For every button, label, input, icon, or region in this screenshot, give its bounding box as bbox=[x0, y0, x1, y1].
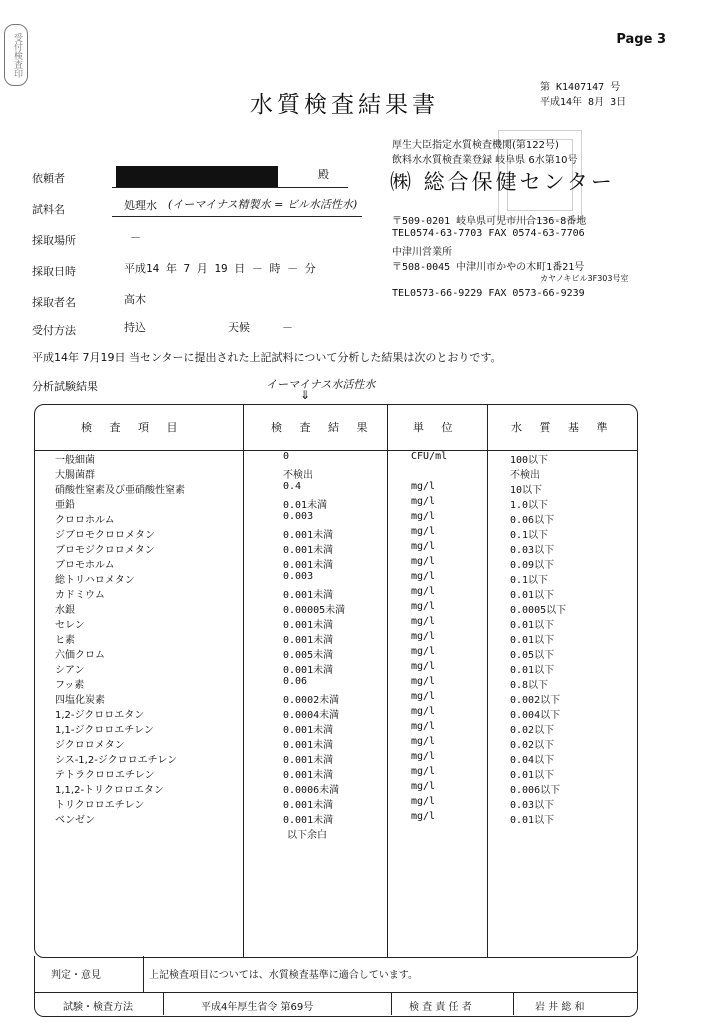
unit-value: mg/l bbox=[411, 706, 436, 717]
table-row bbox=[35, 751, 637, 766]
result-value: 0.001未満 bbox=[283, 755, 334, 766]
item-name: ベンゼン bbox=[55, 815, 95, 826]
table-row bbox=[35, 766, 637, 781]
unit-value: mg/l bbox=[411, 691, 436, 702]
issuer-address2b: カヤノキビル3F303号室 bbox=[540, 274, 629, 283]
table-row bbox=[35, 451, 637, 466]
standard-value: 0.09以下 bbox=[510, 560, 555, 571]
unit-value: mg/l bbox=[411, 766, 436, 777]
item-name: トリクロロエチレン bbox=[55, 800, 145, 811]
item-name: ヒ素 bbox=[55, 635, 75, 646]
result-value: 0.005未満 bbox=[283, 650, 334, 661]
document-number: 第 K1407147 号 bbox=[540, 82, 621, 93]
unit-value: mg/l bbox=[411, 541, 436, 552]
item-name: ジブロモクロロメタン bbox=[55, 530, 155, 541]
redacted-client-name bbox=[116, 166, 278, 188]
item-name: ブロモホルム bbox=[55, 560, 115, 571]
method-value: 平成4年厚生省令 第69号 bbox=[201, 1002, 314, 1013]
manager-label: 検 査 責 任 者 bbox=[409, 1002, 472, 1013]
result-value: 0 bbox=[283, 451, 290, 462]
table-row bbox=[35, 586, 637, 601]
item-name: 一般細菌 bbox=[55, 455, 95, 466]
manager-name: 岩 井 総 和 bbox=[535, 1002, 585, 1013]
item-name: 亜鉛 bbox=[55, 500, 75, 511]
unit-value: mg/l bbox=[411, 481, 436, 492]
unit-value: mg/l bbox=[411, 571, 436, 582]
table-closing-note: 以下余白 bbox=[287, 830, 327, 841]
result-value: 0.001未満 bbox=[283, 725, 334, 736]
table-row bbox=[35, 511, 637, 526]
page-label: Page 3 bbox=[616, 32, 666, 47]
table-row bbox=[35, 556, 637, 571]
standard-value: 0.06以下 bbox=[510, 515, 555, 526]
table-row bbox=[35, 706, 637, 721]
method-label: 試験・検査方法 bbox=[63, 1002, 133, 1013]
unit-value: CFU/ml bbox=[411, 451, 448, 462]
table-row bbox=[35, 646, 637, 661]
table-row bbox=[35, 691, 637, 706]
standard-value: 0.01以下 bbox=[510, 665, 555, 676]
standard-value: 0.01以下 bbox=[510, 635, 555, 646]
unit-value: mg/l bbox=[411, 526, 436, 537]
item-name: 硝酸性窒素及び亜硝酸性窒素 bbox=[55, 485, 185, 496]
unit-value: mg/l bbox=[411, 676, 436, 687]
standard-value: 0.02以下 bbox=[510, 725, 555, 736]
unit-value: mg/l bbox=[411, 721, 436, 732]
standard-value: 0.002以下 bbox=[510, 695, 561, 706]
sample-handwritten-note: (イーマイナス精製水 = ビル水活性水) bbox=[168, 198, 358, 211]
header-result: 検 査 結 果 bbox=[271, 421, 375, 434]
company-name: ㈱ 総合保健センター bbox=[390, 170, 615, 194]
datetime-value: 平成14 年 7 月 19 日 － 時 － 分 bbox=[124, 262, 316, 275]
sample-underline bbox=[112, 216, 362, 217]
result-value: 0.001未満 bbox=[283, 635, 334, 646]
item-name: 総トリハロメタン bbox=[55, 575, 135, 586]
issuer-branch: 中津川営業所 bbox=[392, 247, 452, 258]
result-value: 0.001未満 bbox=[283, 770, 334, 781]
item-name: シス-1,2-ジクロロエチレン bbox=[55, 755, 178, 766]
footer-divider-1 bbox=[163, 993, 164, 1015]
result-value: 0.0004未満 bbox=[283, 710, 340, 721]
table-row bbox=[35, 661, 637, 676]
issuer-address2: 〒508-0045 中津川市かやの木町1番21号 bbox=[392, 262, 585, 273]
collector-label: 採取者名 bbox=[32, 296, 76, 309]
issuer-line2: 飲料水水質検査業登録 岐阜県 6水第10号 bbox=[392, 155, 578, 166]
item-name: カドミウム bbox=[55, 590, 105, 601]
header-standard: 水 質 基 準 bbox=[511, 421, 615, 434]
unit-value: mg/l bbox=[411, 811, 436, 822]
place-value: － bbox=[130, 231, 141, 244]
unit-value: mg/l bbox=[411, 661, 436, 672]
result-value: 0.4 bbox=[283, 481, 302, 492]
standard-value: 0.0005以下 bbox=[510, 605, 567, 616]
standard-value: 0.8以下 bbox=[510, 680, 549, 691]
receipt-label: 受付方法 bbox=[32, 324, 76, 337]
item-name: 大腸菌群 bbox=[55, 470, 95, 481]
unit-value: mg/l bbox=[411, 601, 436, 612]
handwritten-arrow: ⇓ bbox=[300, 388, 311, 402]
standard-value: 1.0以下 bbox=[510, 500, 549, 511]
result-value: 0.001未満 bbox=[283, 560, 334, 571]
item-name: テトラクロロエチレン bbox=[55, 770, 155, 781]
standard-value: 0.1以下 bbox=[510, 575, 549, 586]
standard-value: 100以下 bbox=[510, 455, 549, 466]
result-value: 0.001未満 bbox=[283, 530, 334, 541]
collector-value: 高木 bbox=[124, 293, 146, 306]
result-value: 0.001未満 bbox=[283, 590, 334, 601]
footer-divider-3 bbox=[513, 993, 514, 1015]
unit-value: mg/l bbox=[411, 646, 436, 657]
result-value: 0.001未満 bbox=[283, 740, 334, 751]
result-value: 0.0002未満 bbox=[283, 695, 340, 706]
table-row bbox=[35, 496, 637, 511]
table-row bbox=[35, 631, 637, 646]
judgement-label: 判定・意見 bbox=[51, 970, 101, 981]
result-value: 0.001未満 bbox=[283, 815, 334, 826]
results-label: 分析試験結果 bbox=[32, 380, 98, 393]
standard-value: 0.006以下 bbox=[510, 785, 561, 796]
standard-value: 不検出 bbox=[510, 470, 540, 481]
item-name: フッ素 bbox=[55, 680, 85, 691]
client-suffix: 殿 bbox=[318, 168, 329, 181]
receipt-value: 持込 bbox=[124, 321, 146, 334]
weather-label: 天候 bbox=[228, 321, 250, 334]
item-name: 1,1,2-トリクロロエタン bbox=[55, 785, 164, 796]
table-row bbox=[35, 616, 637, 631]
result-value: 0.06 bbox=[283, 676, 308, 687]
unit-value: mg/l bbox=[411, 631, 436, 642]
item-name: 六価クロム bbox=[55, 650, 105, 661]
table-row bbox=[35, 796, 637, 811]
issuer-line1: 厚生大臣指定水質検査機関(第122号) bbox=[392, 140, 559, 151]
handwritten-note: イーマイナス水活性水 bbox=[266, 378, 376, 391]
standard-value: 0.01以下 bbox=[510, 590, 555, 601]
standard-value: 0.04以下 bbox=[510, 755, 555, 766]
standard-value: 0.01以下 bbox=[510, 620, 555, 631]
document-date: 平成14年 8月 3日 bbox=[540, 97, 627, 108]
judgement-and-footer bbox=[34, 956, 638, 1017]
table-row bbox=[35, 676, 637, 691]
table-row bbox=[35, 526, 637, 541]
unit-value: mg/l bbox=[411, 496, 436, 507]
client-underline bbox=[112, 187, 348, 188]
standard-value: 10以下 bbox=[510, 485, 543, 496]
header-unit: 単 位 bbox=[413, 421, 460, 434]
standard-value: 0.05以下 bbox=[510, 650, 555, 661]
judgement-text: 上記検査項目については、水質検査基準に適合しています。 bbox=[149, 970, 418, 981]
result-value: 0.001未満 bbox=[283, 800, 334, 811]
standard-value: 0.03以下 bbox=[510, 800, 555, 811]
unit-value: mg/l bbox=[411, 736, 436, 747]
item-name: ブロモジクロロメタン bbox=[55, 545, 155, 556]
table-row bbox=[35, 811, 637, 826]
unit-value: mg/l bbox=[411, 751, 436, 762]
table-row bbox=[35, 571, 637, 586]
results-table bbox=[34, 404, 638, 958]
table-row bbox=[35, 736, 637, 751]
weather-value: － bbox=[282, 321, 293, 334]
judgement-divider bbox=[143, 956, 144, 992]
unit-value: mg/l bbox=[411, 781, 436, 792]
unit-value: mg/l bbox=[411, 616, 436, 627]
place-label: 採取場所 bbox=[32, 234, 76, 247]
issuer-tel1: TEL0574-63-7703 FAX 0574-63-7706 bbox=[392, 228, 585, 239]
result-value: 0.001未満 bbox=[283, 545, 334, 556]
item-name: セレン bbox=[55, 620, 85, 631]
footer-divider-2 bbox=[391, 993, 392, 1015]
header-item: 検 査 項 目 bbox=[81, 421, 185, 434]
unit-value: mg/l bbox=[411, 586, 436, 597]
sample-value: 処理水 bbox=[124, 199, 157, 212]
standard-value: 0.1以下 bbox=[510, 530, 549, 541]
table-row bbox=[35, 481, 637, 496]
result-value: 0.0006未満 bbox=[283, 785, 340, 796]
result-value: 不検出 bbox=[283, 470, 313, 481]
sample-label: 試料名 bbox=[32, 203, 65, 216]
item-name: 四塩化炭素 bbox=[55, 695, 105, 706]
result-value: 0.01未満 bbox=[283, 500, 328, 511]
result-statement: 平成14年 7月19日 当センターに提出された上記試料について分析した結果は次のとおりです。 bbox=[32, 351, 502, 364]
issuer-address1: 〒509-0201 岐阜県可児市川合136-8番地 bbox=[392, 216, 587, 227]
table-row bbox=[35, 601, 637, 616]
table-row bbox=[35, 721, 637, 736]
item-name: 1,1-ジクロロエチレン bbox=[55, 725, 154, 736]
item-name: 1,2-ジクロロエタン bbox=[55, 710, 145, 721]
footer-divider bbox=[35, 992, 637, 993]
document-title: 水質検査結果書 bbox=[250, 92, 439, 118]
standard-value: 0.03以下 bbox=[510, 545, 555, 556]
standard-value: 0.004以下 bbox=[510, 710, 561, 721]
result-value: 0.003 bbox=[283, 511, 314, 522]
unit-value: mg/l bbox=[411, 556, 436, 567]
table-row bbox=[35, 466, 637, 481]
unit-value: mg/l bbox=[411, 796, 436, 807]
standard-value: 0.01以下 bbox=[510, 815, 555, 826]
item-name: ジクロロメタン bbox=[55, 740, 125, 751]
issuer-tel2: TEL0573-66-9229 FAX 0573-66-9239 bbox=[392, 288, 585, 299]
item-name: 水銀 bbox=[55, 605, 75, 616]
result-value: 0.001未満 bbox=[283, 665, 334, 676]
item-name: クロロホルム bbox=[55, 515, 115, 526]
table-row bbox=[35, 781, 637, 796]
received-stamp: 受付検査印 bbox=[4, 24, 28, 86]
standard-value: 0.01以下 bbox=[510, 770, 555, 781]
item-name: シアン bbox=[55, 665, 85, 676]
standard-value: 0.02以下 bbox=[510, 740, 555, 751]
result-value: 0.001未満 bbox=[283, 620, 334, 631]
table-row bbox=[35, 541, 637, 556]
result-value: 0.00005未満 bbox=[283, 605, 346, 616]
result-value: 0.003 bbox=[283, 571, 314, 582]
client-label: 依頼者 bbox=[32, 172, 65, 185]
unit-value: mg/l bbox=[411, 511, 436, 522]
datetime-label: 採取日時 bbox=[32, 265, 76, 278]
